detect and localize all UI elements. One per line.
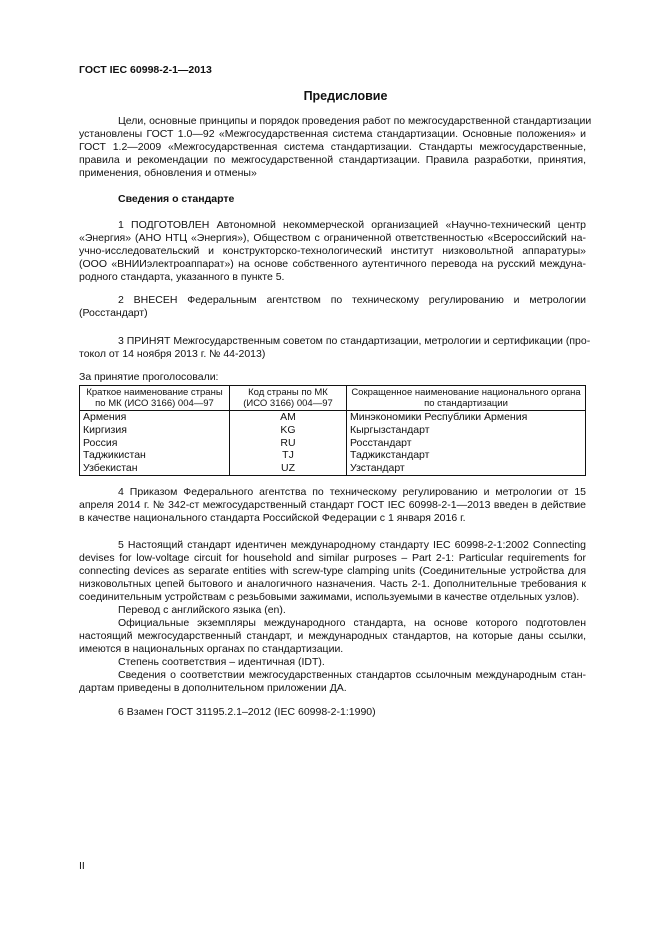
country-name-cell: Армения (80, 411, 230, 424)
country-code-cell: TJ (230, 449, 347, 462)
text-line: применения, обновления и отмены» (79, 167, 257, 179)
text-line: апреля 2014 г. № 342-ст межгосударственный стандарт ГОСТ IEC 60998-2-1—2013 введен в действие (79, 499, 586, 511)
text-line: 2 ВНЕСЕН Федеральным агентством по техническому регулированию и метрологии (118, 294, 586, 306)
header-line: Код страны по МК (248, 387, 328, 398)
text-line: низковольтных цепей бытового и аналогичного назначения. Часть 2-1. Дополнительные требования к (79, 578, 586, 590)
section-subtitle: Сведения о стандарте (118, 193, 235, 205)
country-code-cell: KG (230, 424, 347, 437)
item-3-paragraph (79, 335, 591, 361)
country-code-cell: UZ (230, 462, 347, 475)
text-line: «Энергия» (АНО НТЦ «Энергия»), Обществом с ограниченной ответственностью «Всероссийский на- (79, 232, 586, 244)
table-row (80, 437, 586, 450)
table-caption: За принятие проголосовали: (79, 371, 219, 383)
header-country-name (80, 386, 230, 411)
text-line: 1 ПОДГОТОВЛЕН Автономной некоммерческой организацией «Научно-технический центр (118, 219, 586, 231)
intro-paragraph (79, 115, 592, 180)
text-line: connecting devices as separate entities with screw-type clamping units (Соединительные устройства для (79, 565, 586, 577)
country-code-cell: RU (230, 437, 347, 450)
text-line: родного стандарта, указанного в пункте 5. (79, 271, 285, 283)
text-line: настоящий межгосударственный стандарт, и международных стандартов, на которые даны ссылки, (79, 630, 586, 642)
text-line: 6 Взамен ГОСТ 31195.2.1–2012 (IEC 60998-2-1:1990) (118, 706, 376, 718)
text-line: имеются в национальных органах по стандартизации. (79, 643, 344, 655)
text-line: (ООО «ВНИИэлектроаппарат») на основе собственного аутентичного перевода на русский междуна- (79, 258, 586, 270)
table-header-row (80, 386, 586, 411)
table-row (80, 462, 586, 475)
item-2-paragraph (79, 294, 586, 320)
header-country-code (230, 386, 347, 411)
text-line: токол от 14 ноября 2013 г. № 44-2013) (79, 348, 266, 360)
standards-body-cell: Кыргызстандарт (347, 424, 586, 437)
text-line: соединительным устройствам с резьбовыми зажимами, используемыми в качестве отдельных узлов). (79, 591, 580, 603)
text-line: devises for low-voltage circuit for household and similar purposes – Part 2-1: Particular requirements for (79, 552, 586, 564)
text-line: Официальные экземпляры международного стандарта, на основе которого подготовлен (118, 617, 586, 629)
table-row (80, 411, 586, 424)
table-row (80, 449, 586, 462)
text-line: (Росстандарт) (79, 307, 148, 319)
page-title: Предисловие (303, 89, 388, 103)
text-line: ГОСТ 1.2—2009 «Межгосударственная система стандартизации. Стандарты межгосударственные, (79, 141, 586, 153)
standards-body-cell: Росстандарт (347, 437, 586, 450)
header-line: по МК (ИСО 3166) 004—97 (95, 398, 214, 409)
standards-body-cell: Минэкономики Республики Армения (347, 411, 586, 424)
header-line: (ИСО 3166) 004—97 (243, 398, 333, 409)
text-line: установлены ГОСТ 1.0—92 «Межгосударственная система стандартизации. Основные положения» и (79, 128, 586, 140)
text-line: 3 ПРИНЯТ Межгосударственным советом по стандартизации, метрологии и сертификации (про- (118, 335, 591, 347)
text-line: Степень соответствия – идентичная (IDT). (118, 656, 325, 668)
country-name-cell: Киргизия (80, 424, 230, 437)
header-line: Сокращенное наименование национального органа (351, 387, 581, 398)
text-line: Перевод с английского языка (en). (118, 604, 286, 616)
country-name-cell: Узбекистан (80, 462, 230, 475)
text-line: дартам приведены в дополнительном приложении ДА. (79, 682, 347, 694)
country-code-cell: AM (230, 411, 347, 424)
text-line: в качестве национального стандарта Российской Федерации с 1 января 2016 г. (79, 512, 466, 524)
text-line: 5 Настоящий стандарт идентичен международному стандарту IEC 60998-2-1:2002 Connecting (118, 539, 586, 551)
text-line: Цели, основные принципы и порядок проведения работ по межгосударственной стандартизации (118, 115, 592, 127)
country-name-cell: Россия (80, 437, 230, 450)
voting-countries-table (79, 385, 586, 476)
page-number: II (79, 860, 85, 872)
text-line: Сведения о соответствии межгосударственных стандартов ссылочным международным стан- (118, 669, 586, 681)
standards-body-cell: Узстандарт (347, 462, 586, 475)
header-standards-body (347, 386, 586, 411)
item-1-paragraph (79, 219, 586, 284)
header-line: по стандартизации (424, 398, 508, 409)
item-6-paragraph (79, 706, 586, 719)
header-line: Краткое наименование страны (86, 387, 223, 398)
item-5-paragraph (79, 539, 586, 695)
text-line: 4 Приказом Федерального агентства по техническому регулированию и метрологии от 15 (118, 486, 586, 498)
table-row (80, 424, 586, 437)
country-name-cell: Таджикистан (80, 449, 230, 462)
text-line: учно-исследовательский и конструкторско-технологический институт низковольтной аппаратуры» (79, 245, 586, 257)
document-code-header: ГОСТ IEC 60998-2-1—2013 (79, 64, 212, 76)
standards-body-cell: Таджикстандарт (347, 449, 586, 462)
text-line: правила и рекомендации по межгосударственной стандартизации. Правила разработки, принятия, (79, 154, 586, 166)
item-4-paragraph (79, 486, 586, 525)
